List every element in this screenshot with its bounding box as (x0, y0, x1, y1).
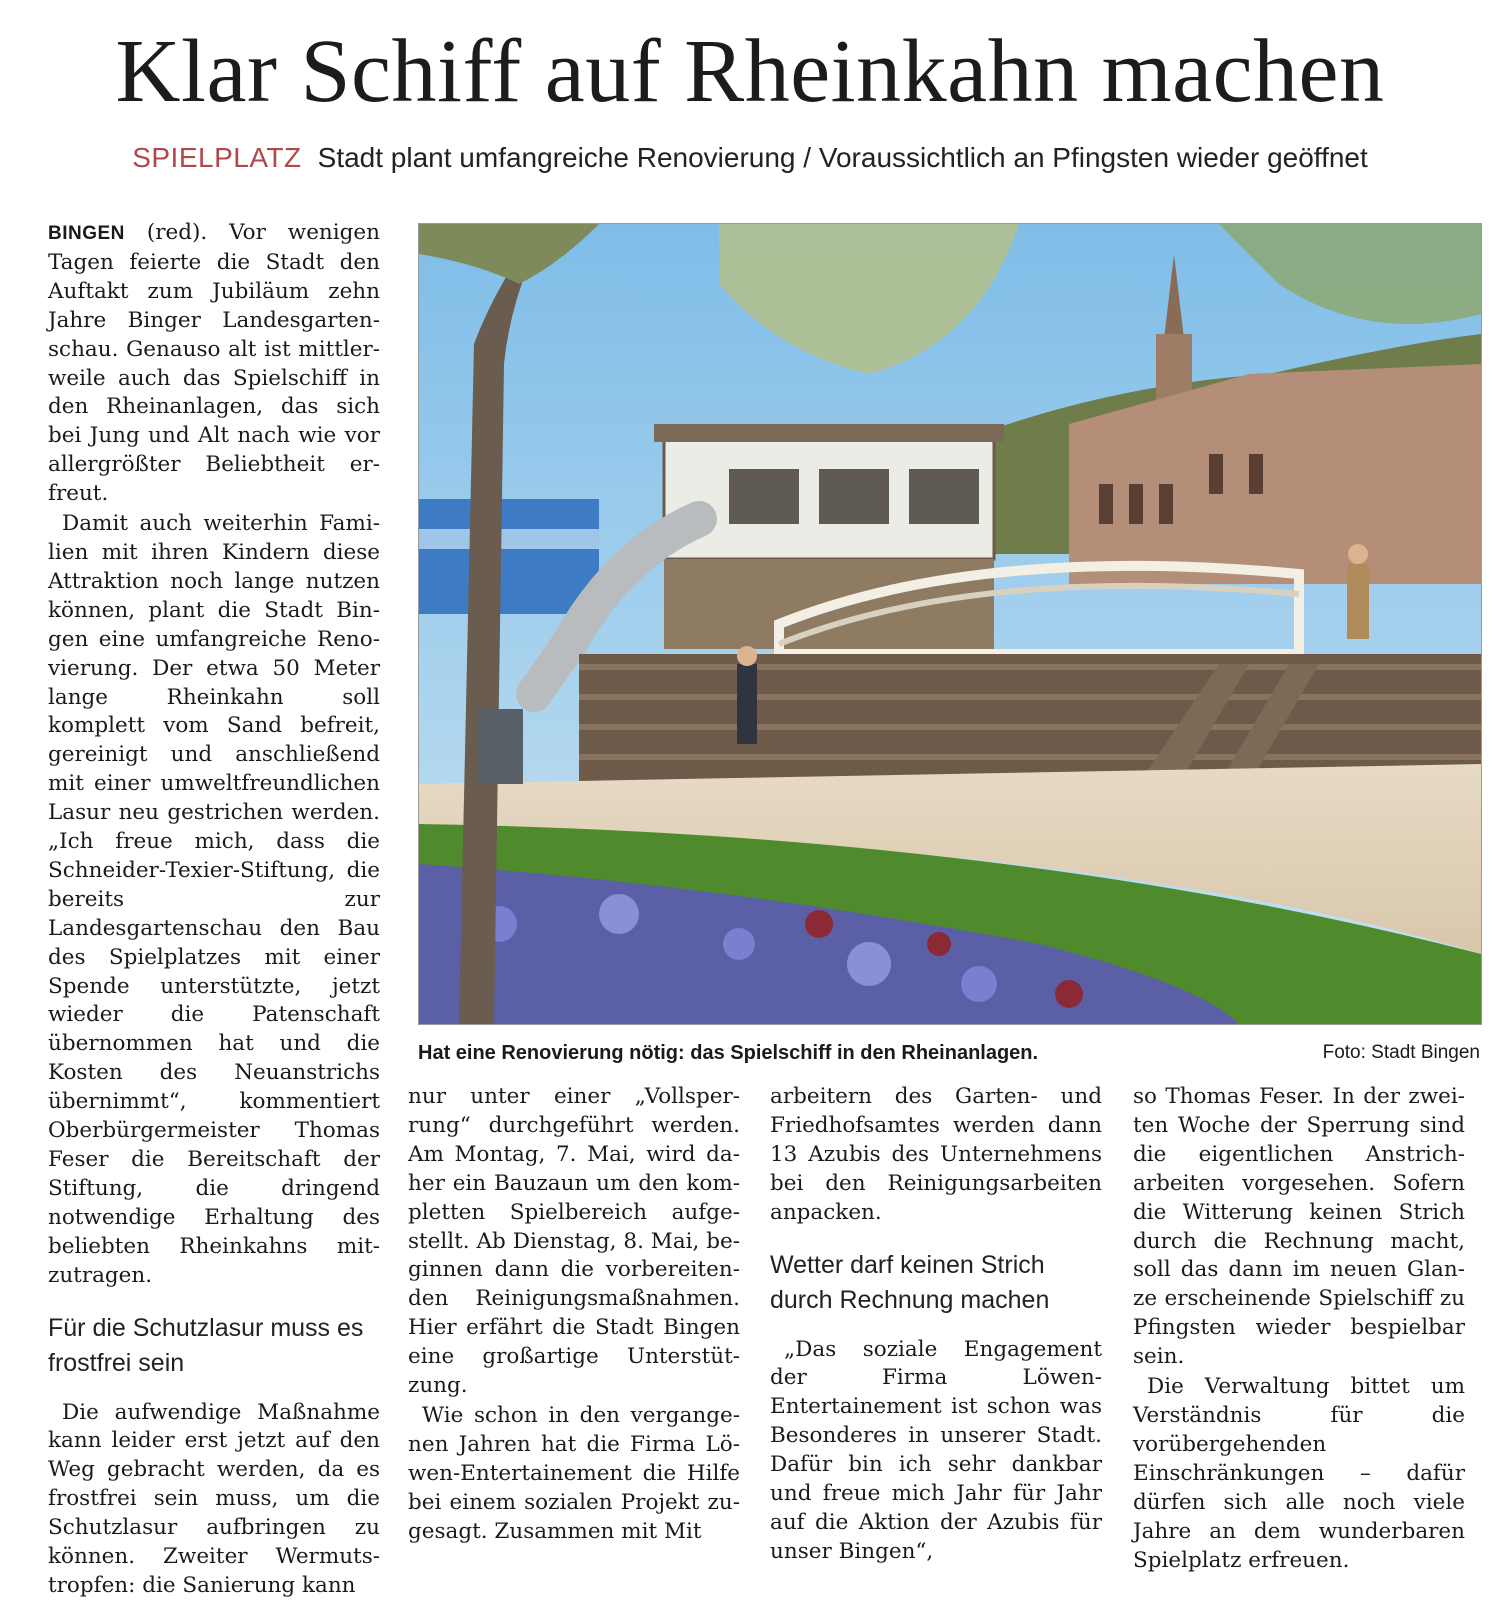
kicker-label: SPIELPLATZ (132, 142, 302, 173)
paragraph: Die Verwaltung bittet um Verständnis für die vorübergehenden Einschränkungen – dafür dürfen sich alle noch viele Jahre an dem wunderbaren Spielplatz erfreuen. (1133, 1374, 1465, 1573)
intro-paragraph-text: (red). Vor wenigen Tagen feierte die Stadt den Auftakt zum Jubiläum zehn Jahre Binger Landesgartenschau. Genauso alt ist mittlerweile auch das Spielschiff in den Rheinanlagen, das sich bei Jung und Alt nach wie vor allergrößter Beliebtheit erfreut. (48, 220, 380, 507)
intro-paragraph (48, 219, 380, 509)
subheadline-text: Stadt plant umfangreiche Renovierung / Voraussichtlich an Pfingsten wieder geöffnet (317, 142, 1368, 173)
paragraph: „Das soziale Engagement der Firma Löwen-Entertainement ist schon was Besonderes in unserer Stadt. Dafür bin ich sehr dankbar und freue mich Jahr für Jahr auf die Aktion der Azubis für unser Bingen“, (770, 1336, 1102, 1564)
photo-caption (418, 1037, 1480, 1069)
crosshead: Wetter darf keinen Strich durch Rechnung machen (770, 1250, 1050, 1314)
text-column-4 (1133, 1083, 1465, 1575)
paragraph: so Thomas Feser. In der zweiten Woche der Sperrung sind die eigentlichen Anstricharbeiten vorgesehen. Sofern die Witterung keinen Strich durch die Rechnung macht, soll das dann im neuen Glanze erscheinende Spielschiff zu Pfingsten wieder bespielbar sein. (1133, 1084, 1465, 1370)
dateline: BINGEN (48, 223, 125, 244)
playground-ship-photo (419, 224, 1481, 1024)
crosshead: Für die Schutzlasur muss es frostfrei sein (48, 1313, 364, 1377)
paragraph: nur unter einer „Vollsperrung“ durchgeführt werden. Am Montag, 7. Mai, wird daher ein Bauzaun um den kompletten Spielbereich aufgestellt. Ab Dienstag, 8. Mai, beginnen dann die vorbereitenden Reinigungsmaßnahmen. Hier erfährt die Stadt Bingen eine großartige Unterstützung. (408, 1084, 740, 1399)
photo-credit: Foto: Stadt Bingen (1322, 1042, 1480, 1063)
paragraph: arbeitern des Garten- und Friedhofsamtes werden dann 13 Azubis des Unternehmens bei den Reinigungsarbeiten anpacken. (770, 1084, 1102, 1225)
text-column-1 (48, 219, 380, 1601)
text-column-3 (770, 1083, 1102, 1567)
headline: Klar Schiff auf Rheinkahn machen (115, 22, 1385, 121)
text-column-2 (408, 1083, 740, 1547)
article-photo (418, 223, 1482, 1025)
paragraph: Wie schon in den vergangenen Jahren hat die Firma Löwen-Entertainement die Hilfe bei einem sozialen Projekt zugesagt. Zusammen mit Mit (408, 1402, 740, 1544)
paragraph: Die aufwendige Maßnahme kann leider erst jetzt auf den Weg gebracht werden, da es frostfrei sein muss, um die Schutzlasur aufbringen zu können. Zweiter Wermutstropfen: die Sanierung kann (48, 1399, 380, 1598)
paragraph: Damit auch weiterhin Familien mit ihren Kindern diese Attraktion noch lange nutzen können, plant die Stadt Bingen eine umfangreiche Renovierung. Der etwa 50 Meter lange Rheinkahn soll komplett vom Sand befreit, gereinigt und anschließend mit einer umweltfreundlichen Lasur neu gestrichen werden. „Ich freue mich, dass die Schneider-Texier-Stiftung, die bereits zur Landesgartenschau den Bau des Spielplatzes mit einer Spende unterstützte, jetzt wieder die Patenschaft übernommen hat und die Kosten des Neuanstrichs übernimmt“, kommentiert Oberbürgermeister Thomas Feser die Bereitschaft der Stiftung, die dringend notwendige Erhaltung des beliebten Rheinkahns mitzutragen. (48, 511, 380, 1288)
caption-text: Hat eine Renovierung nötig: das Spielschiff in den Rheinanlagen. (418, 1042, 1039, 1064)
subheadline (0, 140, 1500, 176)
